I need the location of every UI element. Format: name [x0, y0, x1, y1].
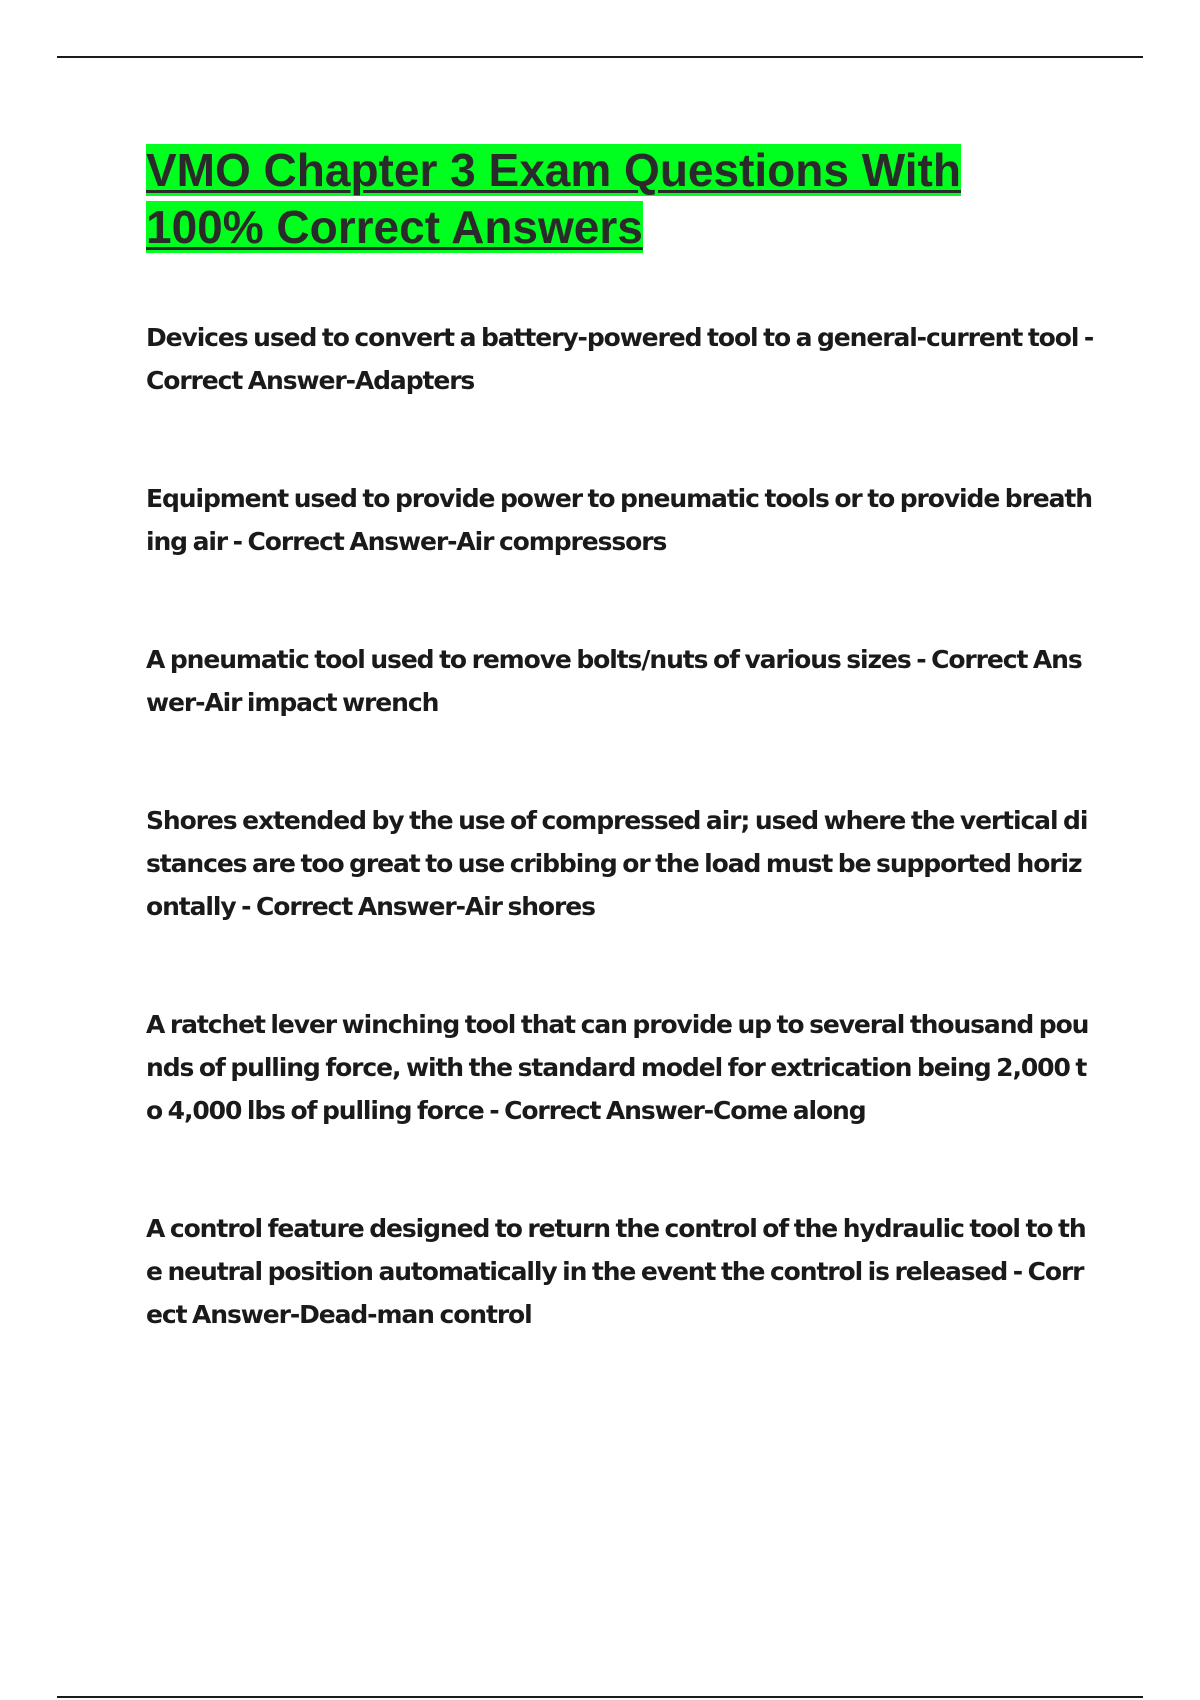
document-title-text: VMO Chapter 3 Exam Questions With 100% Correct Answers	[146, 144, 961, 253]
document-body	[146, 142, 1096, 1411]
qa-item: Shores extended by the use of compressed air; used where the vertical distances are too great to use cribbing or the load must be supported horizontally - Correct Answer-Air shores	[146, 806, 1088, 921]
qa-item: Devices used to convert a battery-powered tool to a general-current tool - Correct Answer-Adapters	[146, 323, 1094, 395]
qa-item: A control feature designed to return the control of the hydraulic tool to the neutral position automatically in the event the control is released - Correct Answer-Dead-man control	[146, 1214, 1086, 1329]
qa-item: A pneumatic tool used to remove bolts/nuts of various sizes - Correct Answer-Air impact wrench	[146, 645, 1082, 717]
top-rule	[57, 56, 1143, 58]
qa-item: A ratchet lever winching tool that can provide up to several thousand pounds of pulling force, with the standard model for extrication being 2,000 to 4,000 lbs of pulling force - Correct Answer-Come along	[146, 1010, 1089, 1125]
document-title	[146, 142, 1026, 256]
bottom-rule	[57, 1696, 1143, 1698]
qa-item: Equipment used to provide power to pneumatic tools or to provide breathing air - Correct Answer-Air compressors	[146, 484, 1092, 556]
